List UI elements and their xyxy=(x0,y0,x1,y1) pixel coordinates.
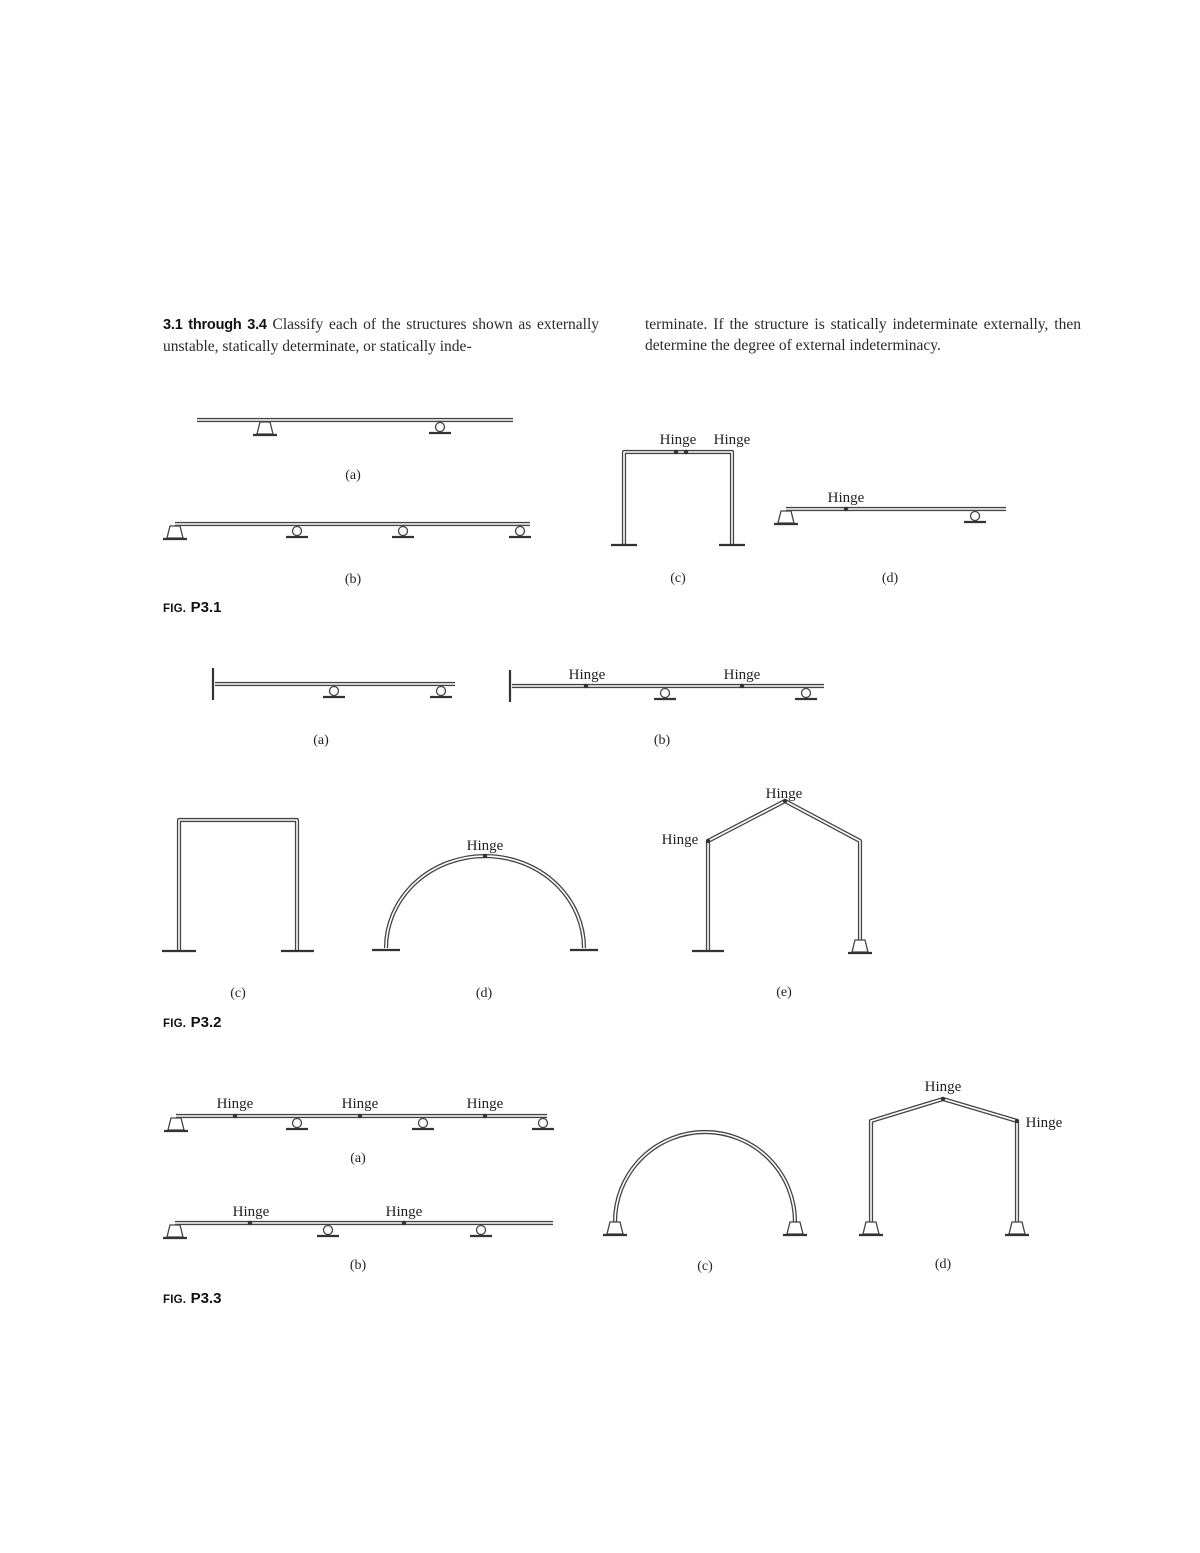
label-b: (b) xyxy=(344,572,362,587)
problem-range: 3.1 through 3.4 xyxy=(163,317,267,333)
roller-support xyxy=(317,1226,339,1237)
p32b-structure xyxy=(510,667,824,748)
roller-support xyxy=(429,423,451,434)
label-d: (d) xyxy=(934,1257,952,1272)
label-c: (c) xyxy=(230,986,246,1001)
label-b: (b) xyxy=(349,1258,367,1273)
fig-number: P3.1 xyxy=(190,599,222,616)
hinge-label: Hinge xyxy=(713,432,751,448)
hinge-point xyxy=(706,839,710,843)
roller-support xyxy=(509,527,531,538)
intro-left-body: Classify each of the structures shown as externally unstable, statically determinate, or statically inde- xyxy=(163,316,599,355)
hinge-label: Hinge xyxy=(659,432,697,448)
hinge-point xyxy=(1015,1119,1019,1123)
hinge-label: Hinge xyxy=(341,1096,379,1112)
hinge-label: Hinge xyxy=(723,667,761,683)
roller-support xyxy=(654,689,676,700)
p31a-structure xyxy=(197,420,513,483)
p33c-structure xyxy=(603,1132,807,1274)
hinge-point xyxy=(941,1097,945,1101)
p31d-structure xyxy=(774,490,1006,586)
hinge-point xyxy=(358,1114,362,1118)
label-a: (a) xyxy=(345,468,361,483)
hinge-point xyxy=(684,450,688,454)
hinge-point xyxy=(844,507,848,511)
pin-support xyxy=(253,422,277,435)
p32e-structure xyxy=(662,786,872,1000)
pin-support xyxy=(1005,1222,1029,1235)
roller-support xyxy=(412,1119,434,1130)
hinge-point xyxy=(233,1114,237,1118)
p33d-structure xyxy=(859,1079,1063,1272)
pin-support xyxy=(603,1222,627,1235)
label-e: (e) xyxy=(776,985,792,1000)
hinge-label: Hinge xyxy=(466,838,504,854)
label-d: (d) xyxy=(881,571,899,586)
hinge-point xyxy=(674,450,678,454)
pin-support xyxy=(774,511,798,524)
hinge-label: Hinge xyxy=(385,1204,423,1220)
roller-support xyxy=(323,687,345,698)
hinge-label: Hinge xyxy=(924,1079,962,1095)
p32c-structure xyxy=(162,820,314,1001)
label-c: (c) xyxy=(670,571,686,586)
p33a-structure xyxy=(164,1096,554,1166)
fig-prefix: FIG. xyxy=(163,1294,187,1306)
hinge-point xyxy=(483,1114,487,1118)
hinge-point xyxy=(483,854,487,858)
hinge-label: Hinge xyxy=(232,1204,270,1220)
hinge-point xyxy=(740,684,744,688)
roller-support xyxy=(430,687,452,698)
label-b: (b) xyxy=(653,733,671,748)
label-c: (c) xyxy=(697,1259,713,1274)
roller-support xyxy=(392,527,414,538)
pin-support xyxy=(163,526,187,539)
pin-support xyxy=(164,1118,188,1131)
fig-number: P3.2 xyxy=(190,1014,222,1031)
roller-support xyxy=(964,512,986,523)
hinge-point xyxy=(584,684,588,688)
label-a: (a) xyxy=(350,1151,366,1166)
hinge-label: Hinge xyxy=(568,667,606,683)
roller-support xyxy=(532,1119,554,1130)
hinge-point xyxy=(402,1221,406,1225)
hinge-label: Hinge xyxy=(827,490,865,506)
roller-support xyxy=(470,1226,492,1237)
hinge-label: Hinge xyxy=(466,1096,504,1112)
label-d: (d) xyxy=(475,986,493,1001)
fig-prefix: FIG. xyxy=(163,1018,187,1030)
pin-support xyxy=(163,1225,187,1238)
roller-support xyxy=(286,1119,308,1130)
roller-support xyxy=(795,689,817,700)
pin-support xyxy=(848,940,872,953)
hinge-label: Hinge xyxy=(765,786,803,802)
p31b-structure xyxy=(163,524,531,587)
hinge-label: Hinge xyxy=(1025,1115,1063,1131)
hinge-label: Hinge xyxy=(661,832,699,848)
intro-text-right: terminate. If the structure is statically indeterminate externally, then determine the degree of external indeterminacy. xyxy=(645,316,1081,354)
pin-support xyxy=(783,1222,807,1235)
p31c-structure xyxy=(611,432,751,586)
p32a-structure xyxy=(213,668,455,748)
p32d-structure xyxy=(372,838,598,1001)
hinge-point xyxy=(248,1221,252,1225)
roller-support xyxy=(286,527,308,538)
label-a: (a) xyxy=(313,733,329,748)
hinge-label: Hinge xyxy=(216,1096,254,1112)
fig-prefix: FIG. xyxy=(163,603,187,615)
fig-number: P3.3 xyxy=(190,1290,222,1307)
pin-support xyxy=(859,1222,883,1235)
p33b-structure xyxy=(163,1204,553,1273)
